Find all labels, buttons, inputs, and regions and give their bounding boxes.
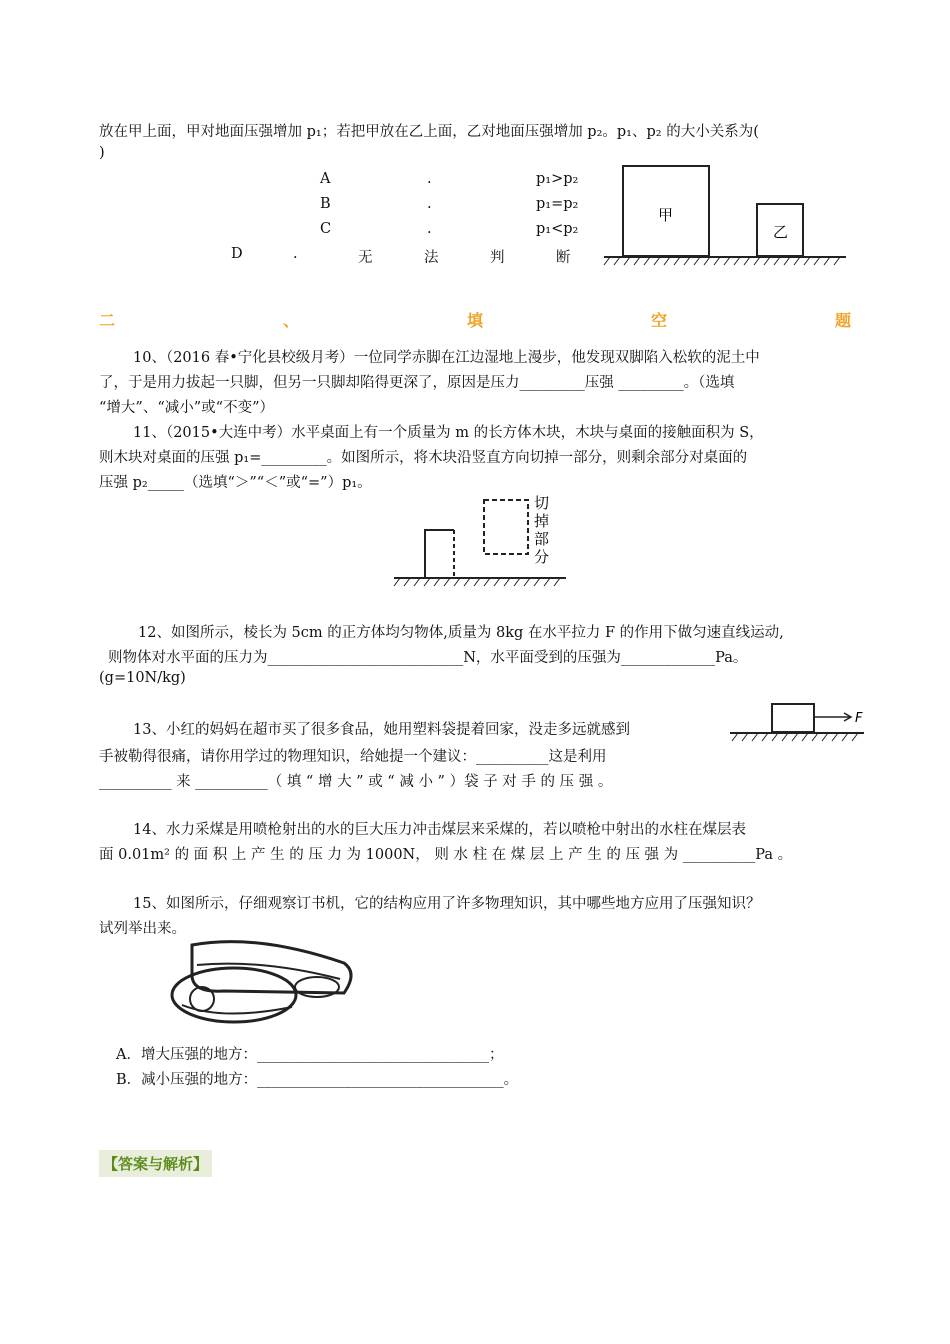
- block-jia-label: 甲: [658, 206, 674, 224]
- section-char: 空: [651, 311, 668, 330]
- cube-block: [772, 704, 814, 732]
- option-dot: .: [427, 221, 432, 237]
- option-dot: .: [293, 246, 298, 262]
- q13-line1: 13、小红的妈妈在超市买了很多食品，她用塑料袋提着回家，没走多远就感到: [133, 722, 630, 738]
- q15-line2: 试列举出来。: [99, 921, 186, 937]
- section-char: 题: [835, 311, 852, 330]
- q10-line2: 了，于是用力拔起一只脚，但另一只脚却陷得更深了，原因是压力_________压强 _________。（选填: [99, 375, 735, 391]
- q13-line3: __________ 来 __________（ 填 “ 增 大 ” 或 “ 减 小 ” ）袋 子 对 手 的 压 强 。: [99, 774, 613, 790]
- option-char: 法: [424, 250, 439, 266]
- section-char: 填: [467, 311, 484, 330]
- force-label: F: [855, 711, 863, 726]
- q12-line1: 12、如图所示，棱长为 5cm 的正方体均匀物体,质量为 8kg 在水平拉力 F 的作用下做匀速直线运动,: [138, 625, 784, 641]
- q10-line3: “增大”、“减小”或“不变”）: [99, 400, 274, 416]
- q9-line2: ): [99, 145, 105, 161]
- q15-line1: 15、如图所示，仔细观察订书机，它的结构应用了许多物理知识，其中哪些地方应用了压强知识？: [133, 896, 761, 912]
- q12-force-figure: [728, 700, 868, 746]
- q11-cut-block-figure: [390, 490, 570, 595]
- ground-hatch: [732, 733, 858, 741]
- q15-answer-b: B．减小压强的地方：__________________________________。: [116, 1072, 519, 1088]
- cut-part: [484, 500, 528, 554]
- q12-line3: (g=10N/kg): [99, 670, 186, 686]
- answer-analysis-header: 【答案与解析】: [99, 1150, 212, 1177]
- stapler-pivot: [190, 987, 214, 1011]
- stapler-anvil: [182, 1005, 292, 1014]
- option-char: 判: [490, 250, 505, 266]
- q12-line2: 则物体对水平面的压力为___________________________N，水平面受到的压强为_____________Pa。: [108, 650, 748, 666]
- q9-blocks-figure: [600, 160, 850, 270]
- section-char: 、: [283, 311, 300, 330]
- q13-line2: 手被勒得很痛，请你用学过的物理知识，给她提一个建议：__________这是利用: [99, 749, 607, 765]
- ground-hatch: [394, 578, 560, 586]
- stapler-figure: [162, 935, 367, 1030]
- option-letter: D: [231, 246, 243, 262]
- cut-label-char: 切: [534, 494, 550, 512]
- section-char: 二: [99, 311, 116, 330]
- option-char: 无: [358, 250, 373, 266]
- ground-hatch: [604, 257, 840, 265]
- option-char: 断: [556, 250, 571, 266]
- option-text: p₁>p₂: [536, 171, 579, 187]
- cut-label-char: 分: [534, 548, 550, 566]
- q15-answer-a: A．增大压强的地方：________________________________；: [116, 1047, 504, 1063]
- option-text: p₁=p₂: [536, 196, 579, 212]
- stapler-top: [192, 942, 351, 993]
- cut-label-char: 掉: [534, 512, 550, 530]
- block-yi-label: 乙: [773, 223, 789, 241]
- option-dot: .: [427, 196, 432, 212]
- option-dot: .: [427, 171, 432, 187]
- remaining-block: [425, 530, 454, 578]
- q11-line2: 则木块对桌面的压强 p₁=_________。如图所示，将木块沿竖直方向切掉一部分，则剩余部分对桌面的: [99, 450, 748, 466]
- q11-line3: 压强 p₂_____（选填“＞”“＜”或“=”）p₁。: [99, 475, 372, 491]
- option-letter: C: [320, 221, 332, 237]
- option-text: p₁<p₂: [536, 221, 579, 237]
- q14-line2: 面 0.01m² 的 面 积 上 产 生 的 压 力 为 1000N， 则 水 柱 在 煤 层 上 产 生 的 压 强 为 __________Pa 。: [99, 847, 793, 863]
- q10-line1: 10、（2016 春•宁化县校级月考）一位同学赤脚在江边湿地上漫步，他发现双脚陷入松软的泥土中: [133, 350, 760, 366]
- q11-line1: 11、（2015•大连中考）水平桌面上有一个质量为 m 的长方体木块，木块与桌面的接触面积为 S，: [133, 425, 764, 441]
- cut-label-char: 部: [534, 530, 550, 548]
- option-letter: B: [320, 196, 331, 212]
- option-letter: A: [320, 171, 331, 187]
- q9-line1: 放在甲上面，甲对地面压强增加 p₁；若把甲放在乙上面，乙对地面压强增加 p₂。p₁、p₂ 的大小关系为(: [99, 124, 759, 140]
- q14-line1: 14、水力采煤是用喷枪射出的水的巨大压力冲击煤层来采煤的，若以喷枪中射出的水柱在煤层表: [133, 822, 746, 838]
